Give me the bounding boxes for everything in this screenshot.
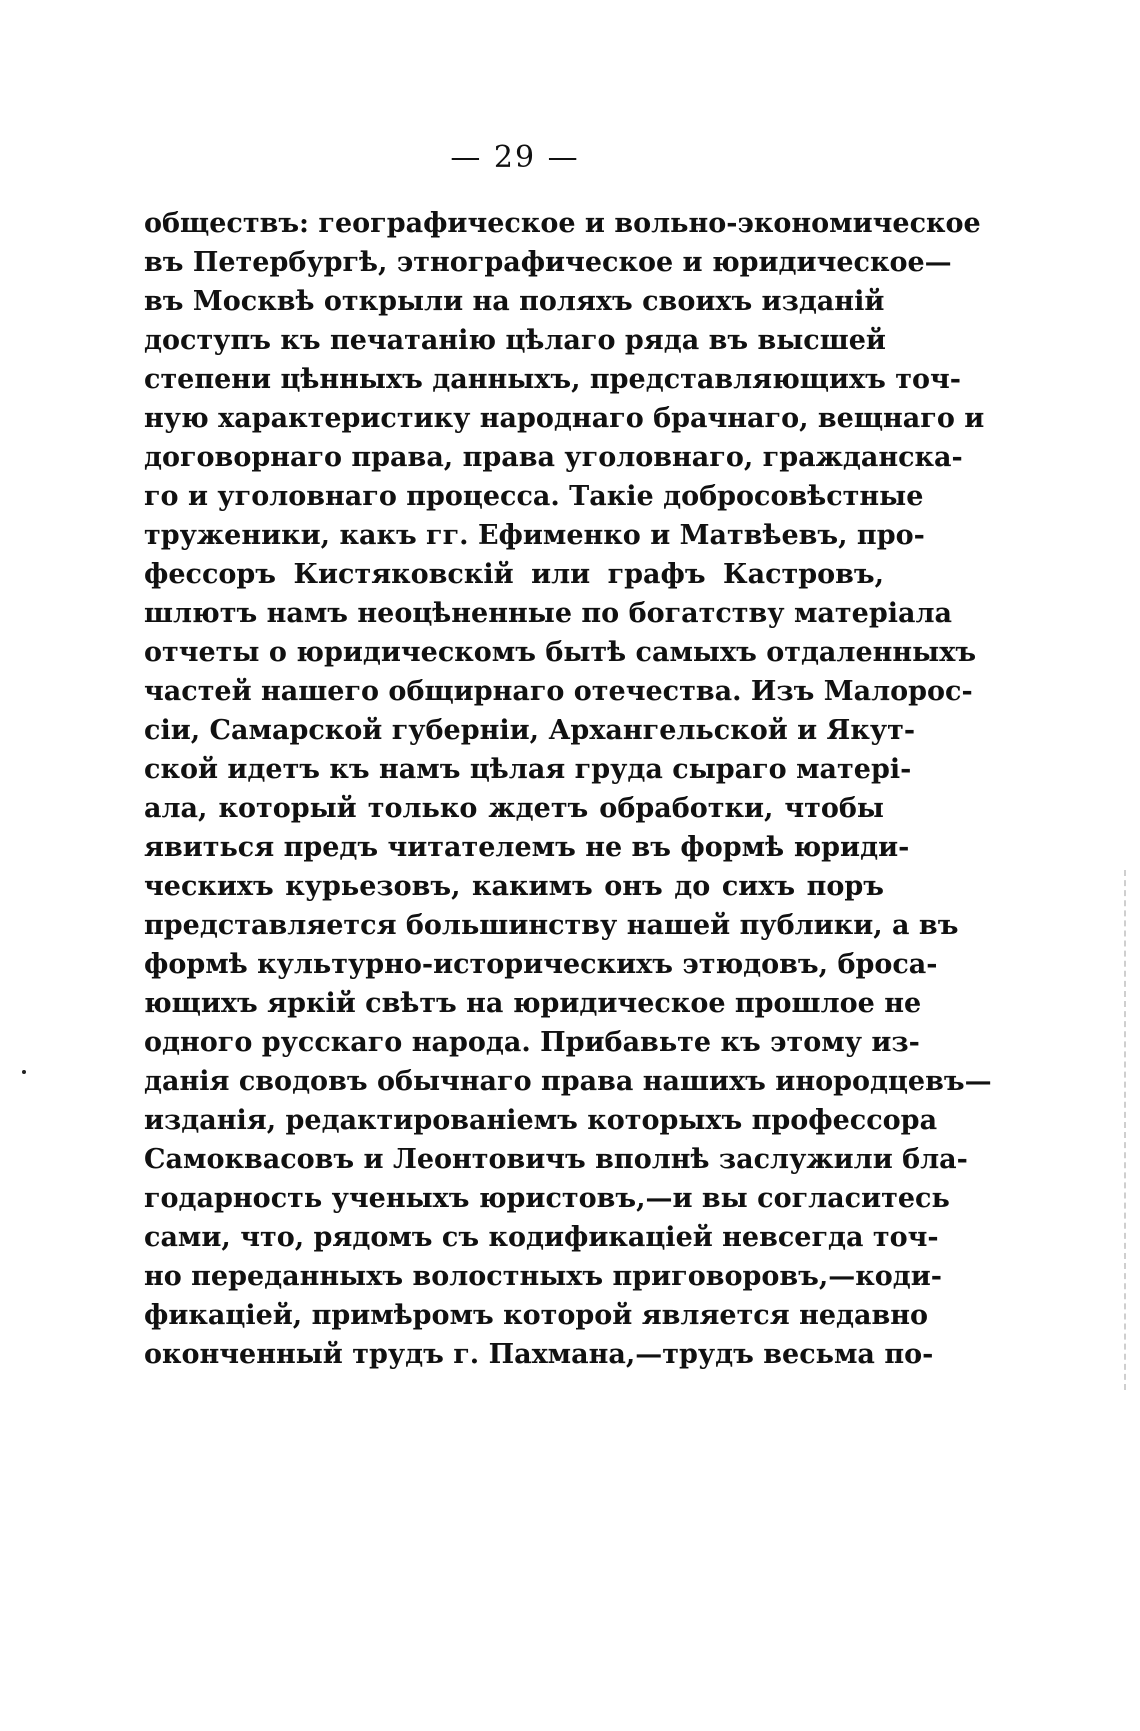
text-line: данія сводовъ обычнаго права нашихъ инородцевъ—	[144, 1066, 992, 1097]
text-line: въ Москвѣ открыли на поляхъ своихъ изданій	[144, 286, 885, 317]
text-line: фикаціей, примѣромъ которой является недавно	[144, 1300, 929, 1331]
text-line: ской идетъ къ намъ цѣлая груда сыраго матері-	[144, 754, 912, 785]
text-line: формѣ культурно-историческихъ этюдовъ, броса-	[144, 949, 938, 980]
text-line: одного русскаго народа. Прибавьте къ этому из-	[144, 1027, 920, 1058]
text-line: явиться предъ читателемъ не въ формѣ юриди-	[144, 832, 910, 863]
text-line: ющихъ яркій свѣтъ на юридическое прошлое не	[144, 988, 922, 1019]
text-line: ала, который только ждетъ обработки, чтобы	[144, 793, 884, 824]
text-line: годарность ученыхъ юристовъ,—и вы согласитесь	[144, 1183, 950, 1214]
text-line: изданія, редактированіемъ которыхъ профессора	[144, 1105, 938, 1136]
page-number: — 29 —	[450, 140, 580, 175]
text-line: доступъ къ печатанію цѣлаго ряда въ высшей	[144, 325, 886, 356]
text-line: частей нашего общирнаго отечества. Изъ Малорос-	[144, 676, 973, 707]
text-line: ческихъ курьезовъ, какимъ онъ до сихъ поръ	[144, 871, 884, 902]
text-line: оконченный трудъ г. Пахмана,—трудъ весьма по-	[144, 1339, 934, 1370]
text-line: ную характеристику народнаго брачнаго, вещнаго и	[144, 403, 985, 434]
scan-edge-mark	[1122, 870, 1126, 1390]
text-line: сами, что, рядомъ съ кодификаціей невсегда точ-	[144, 1222, 939, 1253]
text-line: но переданныхъ волостныхъ приговоровъ,—коди-	[144, 1261, 942, 1292]
text-line: сіи, Самарской губерніи, Архангельской и Якут-	[144, 715, 916, 746]
text-line: договорнаго права, права уголовнаго, гражданска-	[144, 442, 963, 473]
text-line: въ Петербургѣ, этнографическое и юридическое—	[144, 247, 952, 278]
ink-speck	[22, 1070, 26, 1074]
text-line: представляется большинству нашей публики, а въ	[144, 910, 959, 941]
text-line: го и уголовнаго процесса. Такіе добросовѣстные	[144, 481, 924, 512]
text-line: обществъ: географическое и вольно-экономическое	[144, 208, 981, 239]
text-line: труженики, какъ гг. Ефименко и Матвѣевъ, про-	[144, 520, 925, 551]
text-line: степени цѣнныхъ данныхъ, представляющихъ точ-	[144, 364, 961, 395]
text-line: Самоквасовъ и Леонтовичъ вполнѣ заслужили бла-	[144, 1144, 968, 1175]
text-line: отчеты о юридическомъ бытѣ самыхъ отдаленныхъ	[144, 637, 977, 668]
text-line: фессоръ Кистяковскій или графъ Кастровъ,	[144, 559, 884, 590]
body-text	[144, 204, 992, 1374]
text-line: шлютъ намъ неоцѣненные по богатству матеріала	[144, 598, 952, 629]
